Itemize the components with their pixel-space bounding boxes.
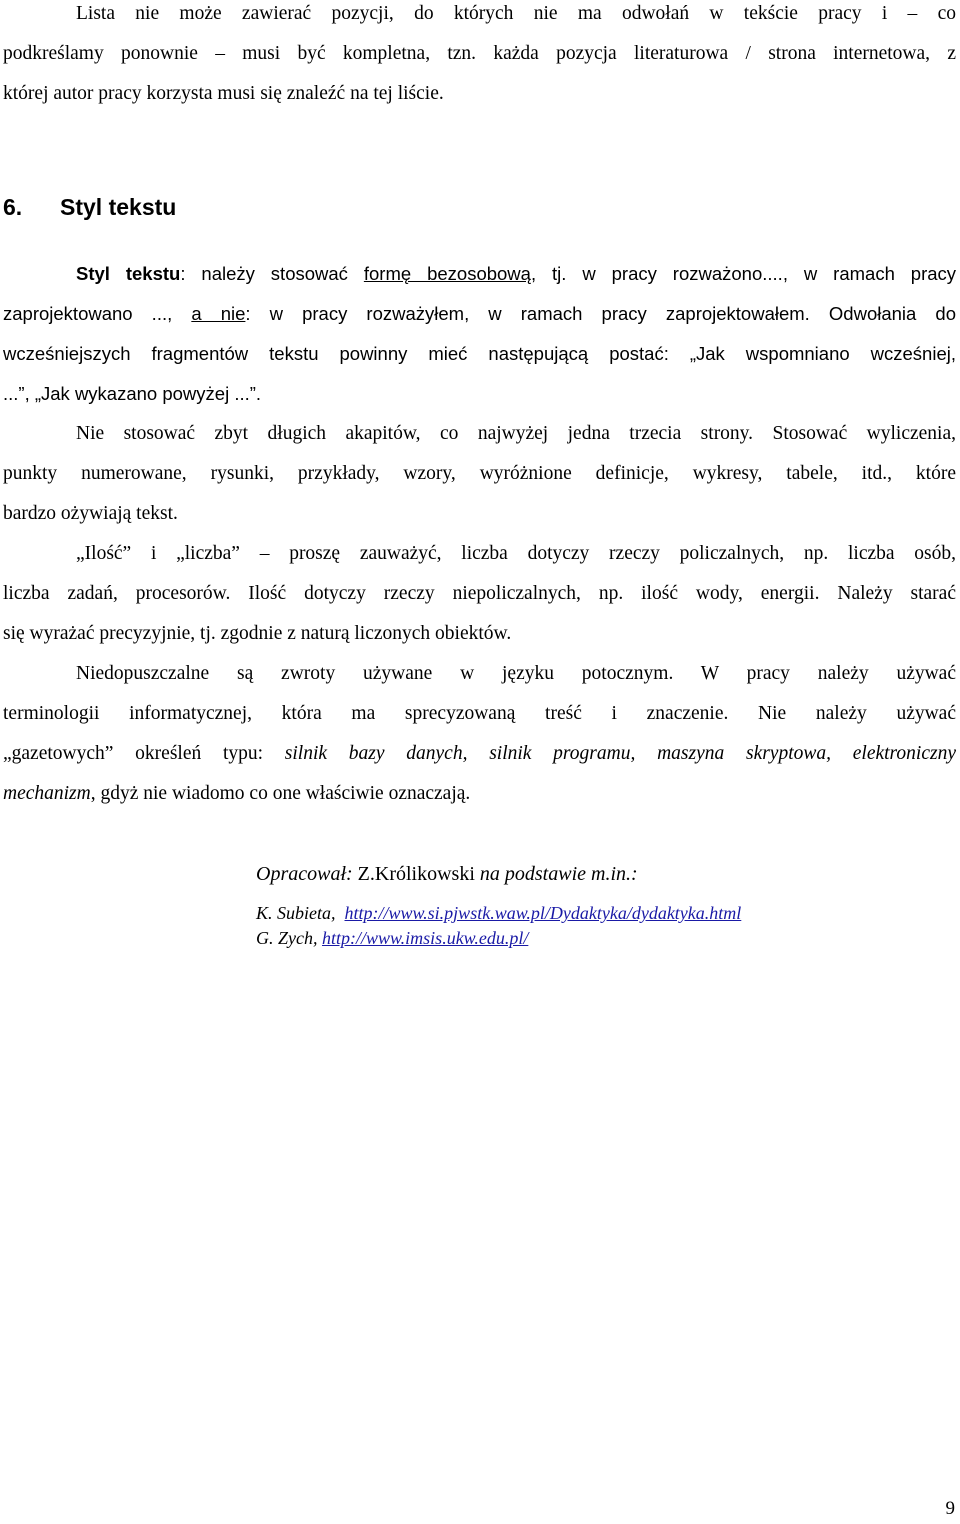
signature-line	[256, 861, 638, 887]
style-after-form: , tj. w pracy rozważono...., w ramach pracy	[530, 263, 957, 284]
ilosc-line-3: się wyrażać precyzyjnie, tj. zgodnie z naturą liczonych obiektów.	[3, 623, 512, 644]
akapity-line-3: bardzo ożywiają tekst.	[3, 503, 178, 524]
reference-2	[256, 927, 528, 949]
intro-line-2: podkreślamy ponownie – musi być kompletna, tzn. każda pozycja literaturowa / strona internetowa, z	[3, 43, 956, 64]
style-para-line-4: ...”, „Jak wykazano powyżej ...”.	[3, 383, 262, 404]
ref1-link[interactable]: http://www.si.pjwstk.waw.pl/Dydaktyka/dydaktyka.html	[344, 903, 742, 923]
ilosc-line-1: „Ilość” i „liczba” – proszę zauważyć, liczba dotyczy rzeczy policzalnych, np. liczba osób,	[76, 543, 956, 564]
zwroty-line-2: terminologii informatycznej, która ma sprecyzowaną treść i znaczenie. Nie należy używać	[3, 703, 956, 724]
ref2-link[interactable]: http://www.imsis.ukw.edu.pl/	[322, 928, 529, 948]
based-on-label: na podstawie m.in.:	[479, 863, 638, 885]
style-form-underlined: formę bezosobową	[363, 263, 531, 284]
intro-line-1: Lista nie może zawierać pozycji, do których nie ma odwołań w tekście pracy i – co	[76, 3, 956, 24]
zwroty-line-1: Niedopuszczalne są zwroty używane w języku potocznym. W pracy należy używać	[76, 663, 956, 684]
zwroty-line-3	[3, 741, 956, 767]
ref2-author: G. Zych,	[256, 928, 318, 948]
section-heading	[3, 193, 176, 221]
reference-1	[256, 902, 741, 924]
prepared-label: Opracował:	[256, 863, 353, 885]
zwroty-line4-italic: mechanizm	[3, 783, 91, 804]
style-para-line-1	[76, 261, 956, 287]
zwroty-line-4	[3, 781, 470, 807]
section-number: 6.	[3, 194, 23, 220]
style-para-line-3: wcześniejszych fragmentów tekstu powinny mieć następującą postać: „Jak wspomniano wcześniej,	[3, 343, 956, 364]
intro-line-3: której autor pracy korzysta musi się znaleźć na tej liście.	[3, 83, 444, 104]
akapity-line-1: Nie stosować zbyt długich akapitów, co najwyżej jedna trzecia strony. Stosować wyliczenia,	[76, 423, 956, 444]
section-title: Styl tekstu	[60, 194, 177, 220]
zwroty-line4-rest: , gdyż nie wiadomo co one właściwie oznaczają.	[90, 783, 471, 804]
zwroty-line3-pre: „gazetowych” określeń typu:	[3, 743, 285, 764]
page-number: 9	[945, 1498, 955, 1519]
style-line2-pre: zaprojektowano ...,	[3, 303, 192, 324]
ilosc-line-2: liczba zadań, procesorów. Ilość dotyczy rzeczy niepoliczalnych, np. ilość wody, energii. Należy starać	[3, 583, 956, 604]
style-lead-bold: Styl tekstu	[76, 263, 181, 284]
style-para-line-2	[3, 301, 956, 327]
style-lead-rest: : należy stosować	[180, 263, 364, 284]
zwroty-line3-italic: silnik bazy danych, silnik programu, maszyna skryptowa, elektroniczny	[284, 743, 956, 764]
style-line2-post: : w pracy rozważyłem, w ramach pracy zaprojektowałem. Odwołania do	[245, 303, 956, 324]
ref1-author: K. Subieta,	[256, 903, 336, 923]
signature-author: Z.Królikowski	[352, 863, 480, 885]
style-a-nie-underlined: a nie	[191, 303, 246, 324]
akapity-line-2: punkty numerowane, rysunki, przykłady, wzory, wyróżnione definicje, wykresy, tabele, itd., które	[3, 463, 956, 484]
